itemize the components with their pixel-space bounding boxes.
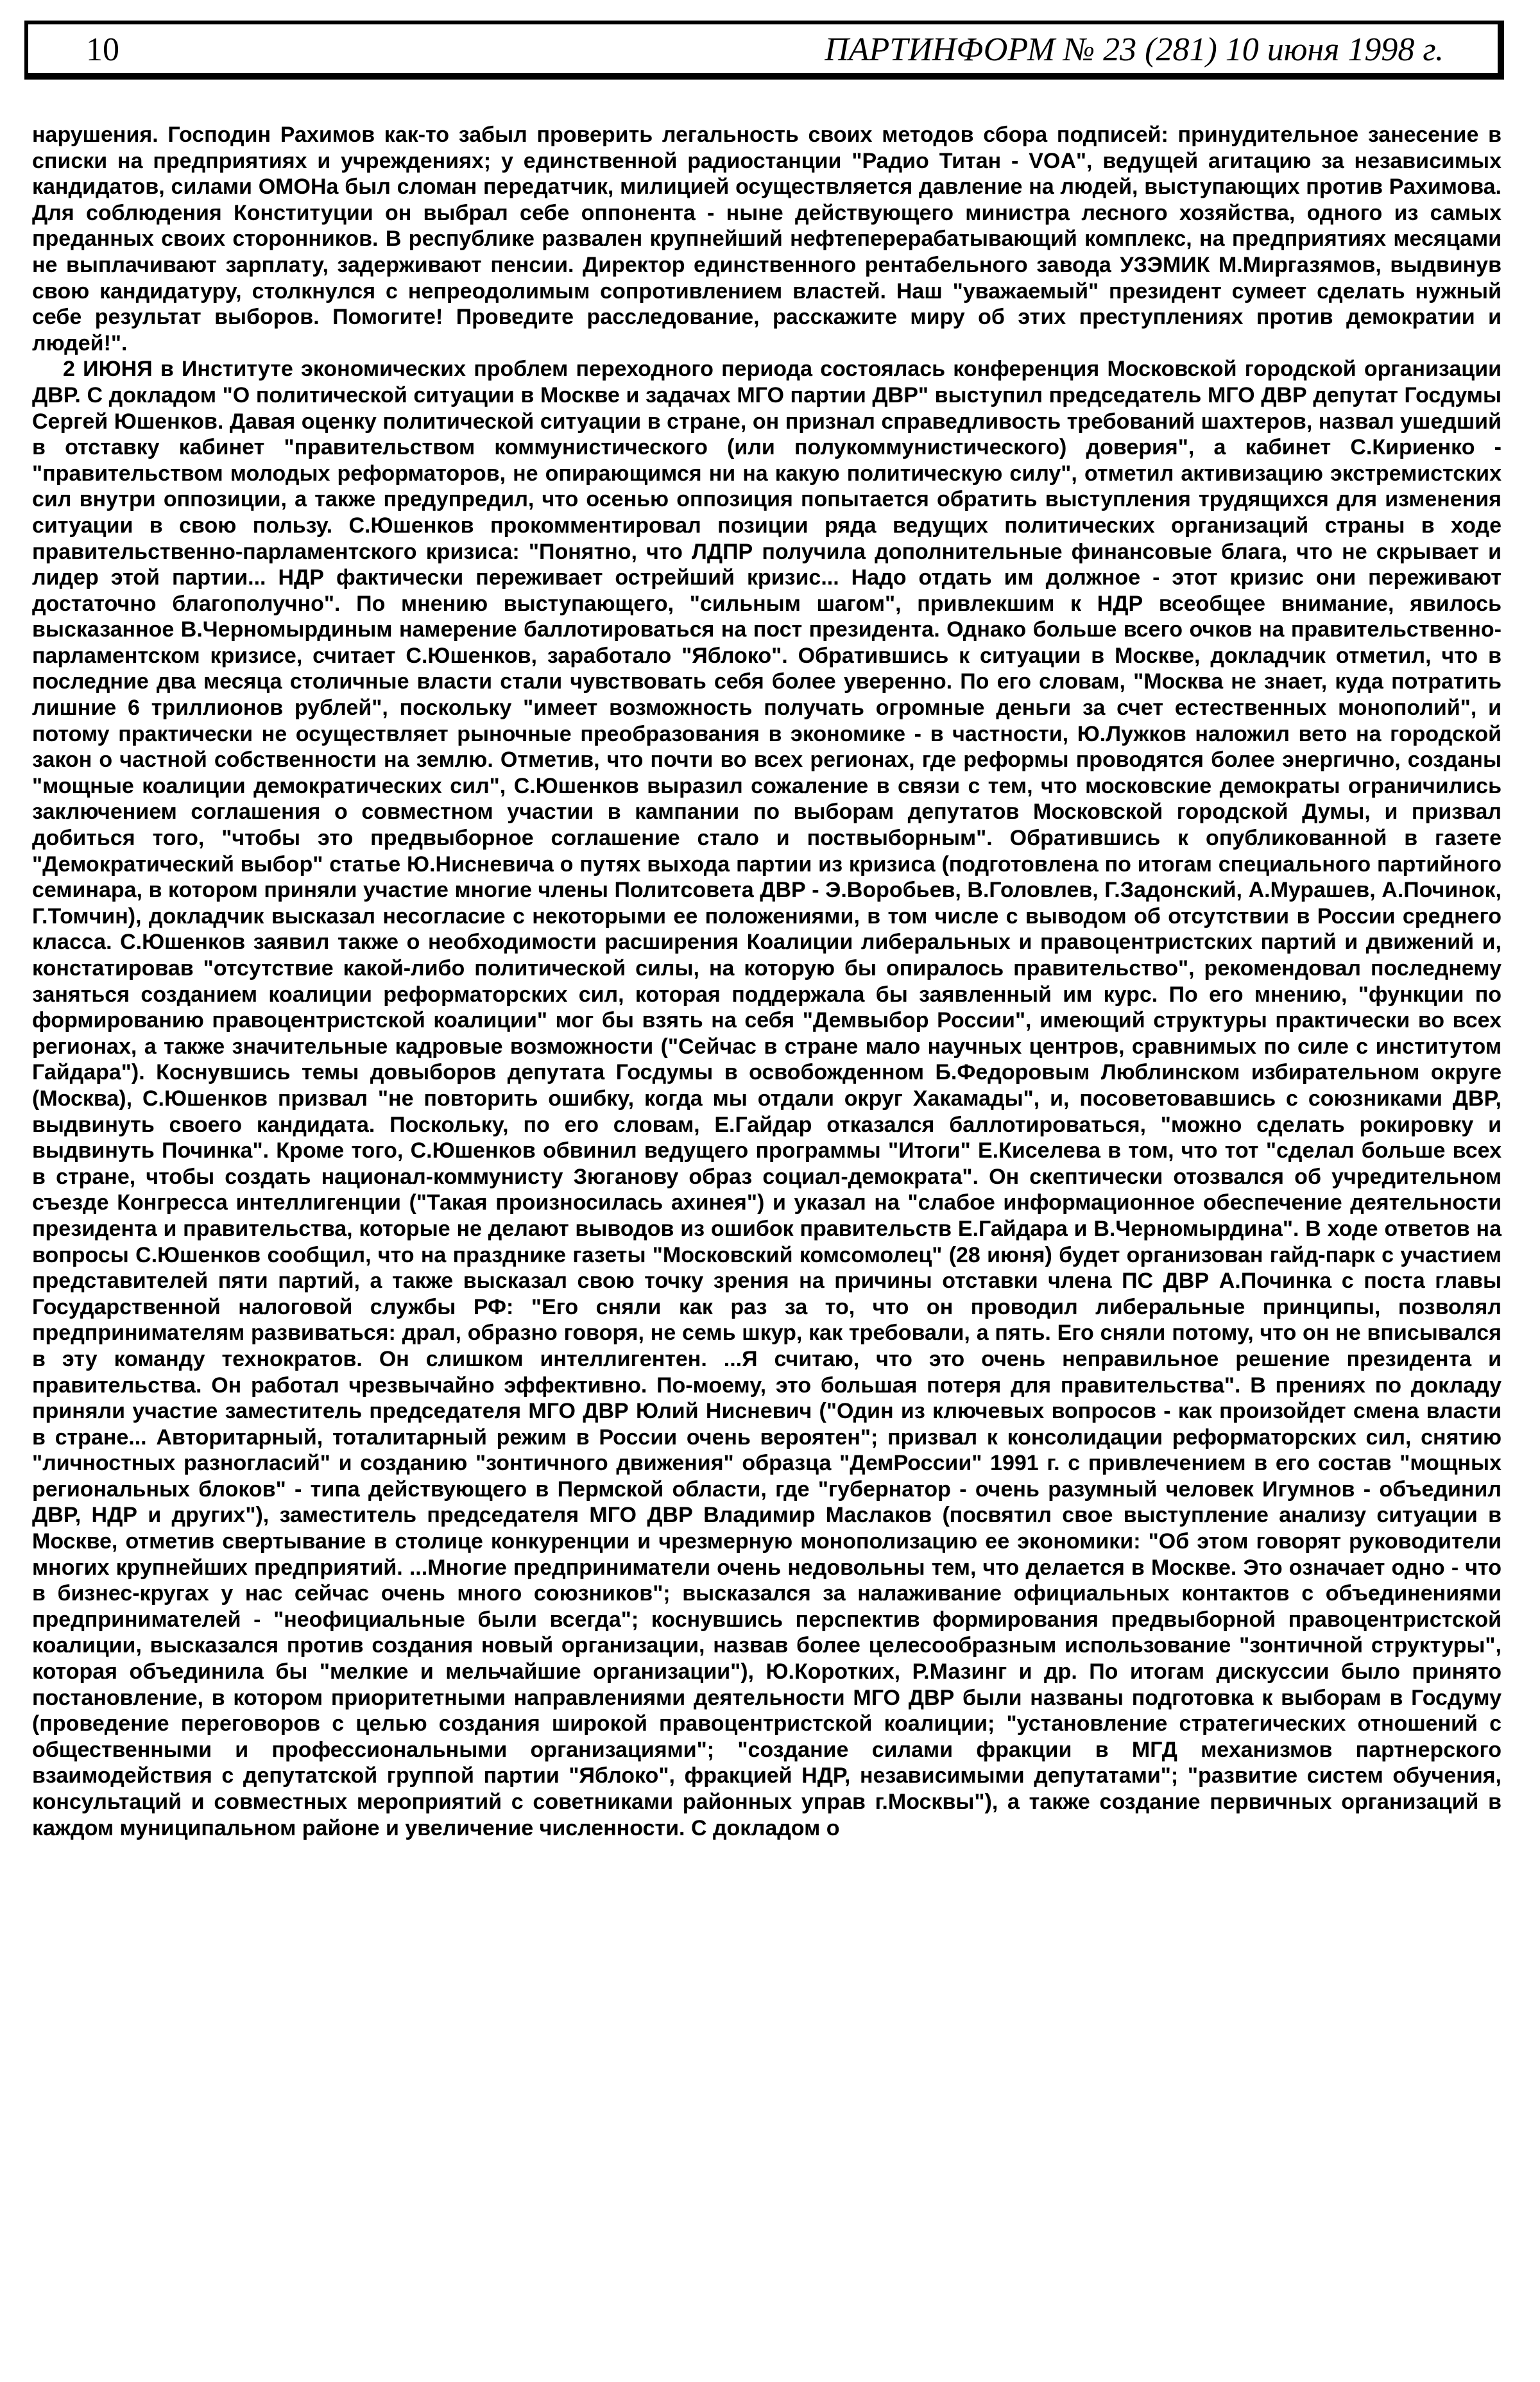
page-number: 10 bbox=[86, 31, 119, 68]
page-header bbox=[24, 21, 1504, 80]
article-paragraph: 2 ИЮНЯ в Институте экономических проблем переходного периода состоялась конференция Московской городской организации ДВР. С докладом "О политической ситуации в Москве и задачах МГО партии ДВР" выступил председатель МГО ДВР депутат Госдумы Сергей Юшенков. Давая оценку политической ситуации в стране, он признал справедливость требований шахтеров, назвал ушедший в отставку кабинет "правительством коммунистического (или полукоммунистического) доверия", а кабинет С.Кириенко - "правительством молодых реформаторов, не опирающимся ни на какую политическую силу", отметил активизацию экстремистских сил внутри оппозиции, а также предупредил, что осенью оппозиция попытается обратить выступления трудящихся для изменения ситуации в свою пользу. С.Юшенков прокомментировал позиции ряда ведущих политических организаций страны в ходе правительственно-парламентского кризиса: "Понятно, что ЛДПР получила дополнительные финансовые блага, что не скрывает и лидер этой партии... НДР фактически переживает острейший кризис... Надо отдать им должное - этот кризис они переживают достаточно благополучно". По мнению выступающего, "сильным шагом", привлекшим к НДР всеобщее внимание, явилось высказанное В.Черномырдиным намерение баллотироваться на пост президента. Однако больше всего очков на правительственно-парламентском кризисе, считает С.Юшенков, заработало "Яблоко". Обратившись к ситуации в Москве, докладчик отметил, что в последние два месяца столичные власти стали чувствовать себя более уверенно. По его словам, "Москва не знает, куда потратить лишние 6 триллионов рублей", поскольку "имеет возможность получать огромные деньги за счет естественных монополий", и потому практически не осуществляет рыночные преобразования в экономике - в частности, Ю.Лужков наложил вето на городской закон о частной собственности на землю. Отметив, что почти во всех регионах, где реформы проводятся более энергично, созданы "мощные коалиции демократических сил", С.Юшенков выразил сожаление в связи с тем, что московские демократы ограничились заключением соглашения о совместном участии в кампании по выборам депутатов Московской городской Думы, и призвал добиться того, "чтобы это предвыборное соглашение стало и поствыборным". Обратившись к опубликованной в газете "Демократический выбор" статье Ю.Нисневича о путях выхода партии из кризиса (подготовлена по итогам специального партийного семинара, в котором приняли участие многие члены Политсовета ДВР - Э.Воробьев, В.Головлев, Г.Задонский, А.Мурашев, А.Починок, Г.Томчин), докладчик высказал несогласие с некоторыми ее положениями, в том числе с выводом об отсутствии в России среднего класса. С.Юшенков заявил также о необходимости расширения Коалиции либеральных и правоцентристских партий и движений и, констатировав "отсутствие какой-либо политической силы, на которую бы опиралось правительство", рекомендовал последнему заняться созданием коалиции реформаторских сил, которая поддержала бы заявленный им курс. По его мнению, "функции по формированию правоцентристской коалиции" мог бы взять на себя "Демвыбор России", имеющий структуры практически во всех регионах, а также значительные кадровые возможности ("Сейчас в стране мало научных центров, сравнимых по силе с институтом Гайдара"). Коснувшись темы довыборов депутата Госдумы в освобожденном Б.Федоровым Люблинском избирательном округе (Москва), С.Юшенков призвал "не повторить ошибку, когда мы отдали округ Хакамады", и, посоветовавшись с союзниками ДВР, выдвинуть своего кандидата. Поскольку, по его словам, Е.Гайдар отказался баллотироваться, "можно сделать рокировку и выдвинуть Починка". Кроме того, С.Юшенков обвинил ведущего программы "Итоги" Е.Киселева в том, что тот "сделал больше всех в стране, чтобы создать национал-коммунисту Зюганову образ социал-демократа". Он скептически отозвался об учредительном съезде Конгресса интеллигенции ("Такая произносилась ахинея") и указал на "слабое информационное обеспечение деятельности президента и правительства, которые не делают выводов из ошибок правительств Е.Гайдара и В.Черномырдина". В ходе ответов на вопросы С.Юшенков сообщил, что на празднике газеты "Московский комсомолец" (28 июня) будет организован гайд-парк с участием представителей пяти партий, а также высказал свою точку зрения на причины отставки члена ПС ДВР А.Починка с поста главы Государственной налоговой службы РФ: "Его сняли как раз за то, что он проводил либеральные принципы, позволял предпринимателям развиваться: драл, образно говоря, не семь шкур, как требовали, а пять. Его сняли потому, что он не вписывался в эту команду технократов. Он слишком интеллигентен. ...Я считаю, что это очень неправильное решение президента и правительства. Он работал чрезвычайно эффективно. По-моему, это большая потеря для правительства". В прениях по докладу приняли участие заместитель председателя МГО ДВР Юлий Нисневич ("Один из ключевых вопросов - как произойдет смена власти в стране... Авторитарный, тоталитарный режим в России очень вероятен"; призвал к консолидации реформаторских сил, снятию "личностных разногласий" и созданию "зонтичного движения" образца "ДемРоссии" 1991 г. с привлечением в его состав "мощных региональных блоков" - типа действующего в Пермской области, где "губернатор - очень разумный человек Игумнов - объединил ДВР, НДР и других"), заместитель председателя МГО ДВР Владимир Маслаков (посвятил свое выступление анализу ситуации в Москве, отметив свертывание в столице конкуренции и чрезмерную монополизацию ее экономики: "Об этом говорят руководители многих крупнейших предприятий. ...Многие предприниматели очень недовольны тем, что делается в Москве. Это означает одно - что в бизнес-кругах у нас сейчас очень много союзников"; высказался за налаживание официальных контактов с объединениями предпринимателей - "неофициальные были всегда"; коснувшись перспектив формирования предвыборной правоцентристской коалиции, высказался против создания новый организации, назвав более целесообразным использование "зонтичной структуры", которая объединила бы "мелкие и мельчайшие организации"), Ю.Коротких, Р.Мазинг и др. По итогам дискуссии было принято постановление, в котором приоритетными направлениями деятельности МГО ДВР были названы подготовка к выборам в Госдуму (проведение переговоров с целью создания широкой правоцентристской коалиции; "установление стратегических отношений с общественными и профессиональными организациями"; "создание силами фракции в МГД механизмов партнерского взаимодействия с депутатской группой партии "Яблоко", фракцией НДР, независимыми депутатами"; "развитие систем обучения, консультаций и совместных мероприятий с советниками районных управ г.Москвы"), а также создание первичных организаций в каждом муниципальном районе и увеличение численности. С докладом о bbox=[32, 357, 1502, 1840]
publication-title: ПАРТИНФОРМ № 23 (281) 10 июня 1998 г. bbox=[825, 31, 1444, 68]
article-body bbox=[32, 122, 1502, 1841]
article-paragraph: нарушения. Господин Рахимов как-то забыл проверить легальность своих методов сбора подписей: принудительное занесение в списки на предприятиях и учреждениях; у единственной радиостанции "Радио Титан - VOA", ведущей агитацию за независимых кандидатов, силами ОМОНа был сломан передатчик, милицией осуществляется давление на людей, выступающих против Рахимова. Для соблюдения Конституции он выбрал себе оппонента - ныне действующего министра лесного хозяйства, одного из самых преданных своих сторонников. В республике развален крупнейший нефтеперерабатывающий комплекс, на предприятиях месяцами не выплачивают зарплату, задерживают пенсии. Директор единственного рентабельного завода УЗЭМИК М.Миргазямов, выдвинув свою кандидатуру, столкнулся с непреодолимым сопротивлением властей. Наш "уважаемый" президент сумеет сделать нужный себе результат выборов. Помогите! Проведите расследование, расскажите миру об этих преступлениях против демократии и людей!". bbox=[32, 123, 1502, 356]
